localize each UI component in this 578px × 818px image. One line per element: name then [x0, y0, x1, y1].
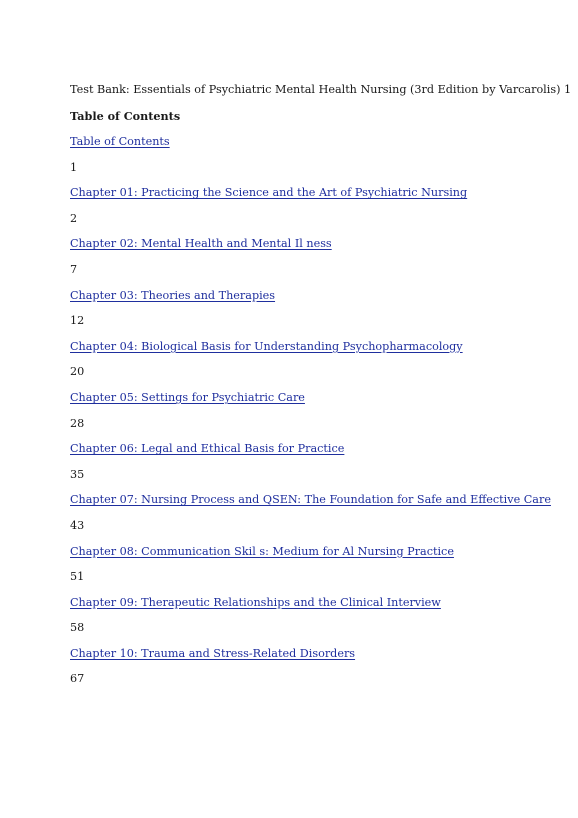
toc-link[interactable]: Chapter 10: Trauma and Stress-Related Disorders [70, 646, 356, 660]
toc-entry [70, 595, 538, 637]
toc-link[interactable]: Chapter 02: Mental Health and Mental Il ness [70, 237, 332, 251]
toc-entry [70, 134, 538, 176]
toc-entry [70, 185, 538, 227]
document-page [70, 82, 572, 697]
toc-page-number: 67 [70, 672, 85, 686]
toc-page-number: 12 [70, 314, 85, 328]
toc-link[interactable]: Chapter 05: Settings for Psychiatric Care [70, 390, 305, 404]
document-header: Test Bank: Essentials of Psychiatric Mental Health Nursing (3rd Edition by Varcarolis) 1 [70, 83, 572, 96]
toc-entry [70, 544, 538, 586]
toc-page-number: 43 [70, 518, 85, 532]
toc-link[interactable]: Table of Contents [70, 135, 170, 148]
toc-page-number: 35 [70, 467, 85, 481]
toc-entry [70, 236, 538, 278]
toc-entry [70, 441, 538, 483]
toc-list [70, 134, 551, 687]
toc-link[interactable]: Chapter 04: Biological Basis for Understanding Psychopharmacology [70, 339, 463, 353]
toc-link[interactable]: Chapter 07: Nursing Process and QSEN: The Foundation for Safe and Effective Care [70, 493, 551, 507]
toc-link[interactable]: Chapter 09: Therapeutic Relationships and the Clinical Interview [70, 595, 441, 609]
toc-link[interactable]: Chapter 01: Practicing the Science and the Art of Psychiatric Nursing [70, 186, 468, 200]
toc-link[interactable]: Chapter 08: Communication Skil s: Medium for Al Nursing Practice [70, 544, 454, 558]
toc-link[interactable]: Chapter 06: Legal and Ethical Basis for Practice [70, 442, 345, 456]
toc-page-number: 2 [70, 211, 78, 225]
toc-page-number: 20 [70, 365, 85, 379]
toc-entry [70, 288, 538, 330]
toc-entry [70, 390, 538, 432]
toc-page-number: 1 [70, 160, 78, 174]
toc-entry [70, 646, 538, 688]
toc-page-number: 28 [70, 416, 85, 430]
toc-entry [70, 339, 538, 381]
toc-page-number: 58 [70, 621, 85, 635]
toc-entry [70, 492, 551, 534]
toc-page-number: 51 [70, 570, 85, 584]
toc-link[interactable]: Chapter 03: Theories and Therapies [70, 288, 276, 302]
toc-heading: Table of Contents [70, 109, 181, 123]
toc-page-number: 7 [70, 262, 78, 276]
